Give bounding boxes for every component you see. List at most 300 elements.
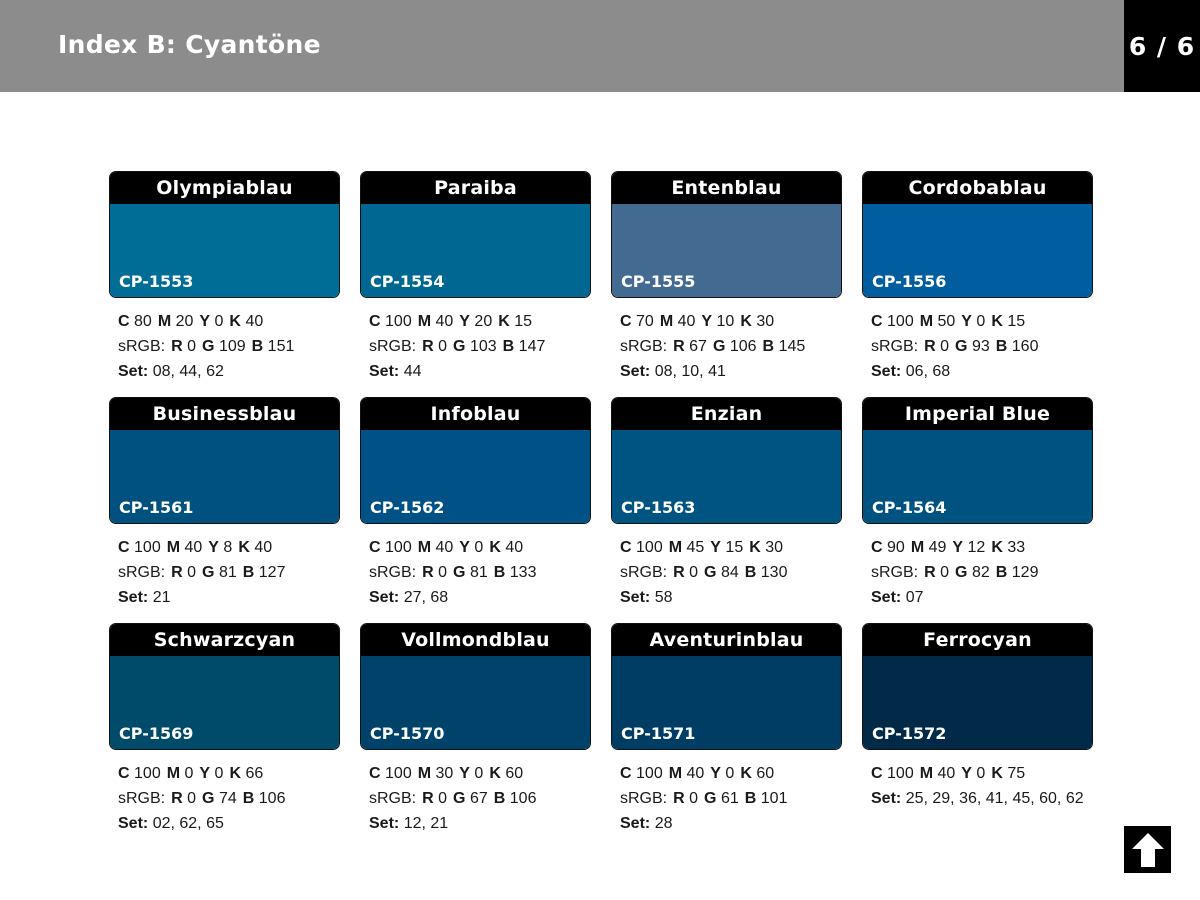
cmyk-key: M (919, 765, 934, 782)
swatch-box (862, 623, 1093, 750)
srgb-line (871, 560, 1093, 585)
srgb-value: 67 (689, 338, 707, 355)
cmyk-key: M (910, 539, 925, 556)
set-value: 21 (152, 589, 171, 606)
srgb-value: 109 (218, 338, 246, 355)
cmyk-value: 30 (756, 313, 775, 330)
swatch-name: Olympiablau (110, 172, 339, 204)
swatch-box (862, 397, 1093, 524)
swatch-info (360, 535, 591, 610)
cmyk-value: 0 (725, 765, 735, 782)
srgb-key: B (242, 790, 255, 807)
swatch-name: Infoblau (361, 398, 590, 430)
srgb-label: sRGB: (871, 338, 919, 355)
swatch-info (109, 535, 340, 610)
swatch-color (110, 204, 339, 297)
cmyk-value: 49 (928, 539, 947, 556)
srgb-key: G (202, 790, 215, 807)
swatch-color (863, 430, 1092, 523)
srgb-value: 0 (689, 790, 699, 807)
swatch-info (360, 761, 591, 836)
cmyk-line (871, 535, 1093, 560)
color-swatch-card (109, 171, 340, 384)
srgb-label: sRGB: (118, 338, 166, 355)
cmyk-value: 30 (435, 765, 454, 782)
cmyk-key: K (238, 539, 250, 556)
swatch-name: Schwarzcyan (110, 624, 339, 656)
set-line (118, 811, 340, 836)
swatch-code: CP-1564 (872, 498, 947, 517)
cmyk-value: 15 (725, 539, 744, 556)
swatch-color (110, 656, 339, 749)
cmyk-key: Y (459, 765, 470, 782)
cmyk-key: C (369, 765, 381, 782)
cmyk-key: M (157, 313, 172, 330)
srgb-key: R (171, 338, 183, 355)
swatch-info (611, 761, 842, 836)
srgb-value: 81 (469, 564, 488, 581)
srgb-key: G (955, 338, 968, 355)
cmyk-key: C (620, 313, 632, 330)
set-label: Set: (369, 363, 400, 380)
cmyk-value: 0 (184, 765, 194, 782)
srgb-value: 93 (971, 338, 990, 355)
swatch-box (109, 623, 340, 750)
color-swatch-card (862, 397, 1093, 610)
set-label: Set: (871, 790, 902, 807)
srgb-key: B (493, 790, 506, 807)
srgb-key: R (422, 564, 434, 581)
srgb-label: sRGB: (871, 564, 919, 581)
cmyk-key: M (668, 765, 683, 782)
swatch-info (862, 761, 1093, 811)
cmyk-key: Y (208, 539, 219, 556)
srgb-value: 0 (689, 564, 699, 581)
swatch-color (863, 656, 1092, 749)
srgb-label: sRGB: (369, 790, 417, 807)
cmyk-key: C (620, 765, 632, 782)
cmyk-value: 80 (134, 313, 152, 330)
swatch-code: CP-1563 (621, 498, 696, 517)
cmyk-line (620, 535, 842, 560)
srgb-value: 147 (518, 338, 546, 355)
cmyk-key: C (369, 539, 381, 556)
swatch-code: CP-1569 (119, 724, 194, 743)
set-line (118, 359, 340, 384)
set-line (871, 359, 1093, 384)
cmyk-value: 0 (474, 539, 484, 556)
cmyk-key: M (417, 313, 432, 330)
srgb-label: sRGB: (620, 564, 668, 581)
set-label: Set: (620, 815, 651, 832)
swatch-name: Vollmondblau (361, 624, 590, 656)
set-value: 27, 68 (403, 589, 449, 606)
cmyk-value: 40 (677, 313, 696, 330)
cmyk-value: 40 (505, 539, 524, 556)
cmyk-value: 100 (636, 765, 663, 782)
cmyk-key: C (871, 313, 883, 330)
srgb-value: 74 (218, 790, 237, 807)
swatch-color (612, 430, 841, 523)
swatch-info (109, 761, 340, 836)
srgb-key: R (924, 564, 936, 581)
cmyk-key: Y (199, 765, 211, 782)
set-value: 08, 10, 41 (654, 363, 726, 380)
srgb-line (620, 786, 842, 811)
swatch-code: CP-1554 (370, 272, 445, 291)
srgb-key: R (924, 338, 936, 355)
set-line (620, 811, 842, 836)
cmyk-line (118, 761, 340, 786)
cmyk-value: 66 (245, 765, 264, 782)
cmyk-key: M (166, 765, 181, 782)
color-swatch-card (360, 171, 591, 384)
cmyk-value: 40 (686, 765, 705, 782)
cmyk-key: C (871, 539, 883, 556)
swatch-name: Ferrocyan (863, 624, 1092, 656)
cmyk-line (369, 535, 591, 560)
swatch-color (110, 430, 339, 523)
srgb-key: G (453, 790, 466, 807)
srgb-key: G (202, 338, 215, 355)
srgb-line (118, 334, 340, 359)
cmyk-key: K (991, 765, 1003, 782)
cmyk-value: 100 (385, 539, 412, 556)
swatch-info (862, 309, 1093, 384)
cmyk-value: 15 (514, 313, 533, 330)
swatch-box (109, 397, 340, 524)
srgb-line (118, 786, 340, 811)
cmyk-key: K (749, 539, 761, 556)
cmyk-key: Y (459, 539, 470, 556)
swatch-name: Cordobablau (863, 172, 1092, 204)
swatch-code: CP-1553 (119, 272, 194, 291)
set-value: 44 (403, 363, 422, 380)
cmyk-key: Y (961, 313, 972, 330)
srgb-value: 84 (720, 564, 739, 581)
arrow-up-icon (1131, 832, 1165, 868)
srgb-key: B (995, 564, 1008, 581)
cmyk-value: 0 (214, 765, 224, 782)
cmyk-value: 40 (245, 313, 264, 330)
color-swatch-card (611, 397, 842, 610)
srgb-value: 129 (1011, 564, 1039, 581)
srgb-value: 0 (940, 564, 950, 581)
srgb-key: R (171, 790, 183, 807)
set-label: Set: (871, 363, 902, 380)
srgb-value: 0 (438, 338, 448, 355)
swatch-info (360, 309, 591, 384)
swatch-code: CP-1572 (872, 724, 947, 743)
srgb-key: B (242, 564, 255, 581)
set-label: Set: (118, 363, 149, 380)
cmyk-value: 40 (184, 539, 203, 556)
srgb-key: G (202, 564, 215, 581)
srgb-value: 0 (438, 564, 448, 581)
cmyk-key: M (417, 765, 432, 782)
cmyk-key: K (991, 539, 1003, 556)
cmyk-key: K (740, 765, 752, 782)
srgb-value: 106 (258, 790, 286, 807)
srgb-key: R (673, 790, 685, 807)
swatch-name: Entenblau (612, 172, 841, 204)
set-value: 06, 68 (905, 363, 951, 380)
cmyk-value: 100 (887, 765, 914, 782)
swatch-color (361, 430, 590, 523)
swatch-info (109, 309, 340, 384)
srgb-line (620, 560, 842, 585)
set-label: Set: (369, 815, 400, 832)
set-line (369, 811, 591, 836)
cmyk-line (369, 309, 591, 334)
cmyk-value: 75 (1007, 765, 1026, 782)
cmyk-value: 70 (636, 313, 654, 330)
srgb-key: R (171, 564, 183, 581)
cmyk-line (871, 761, 1093, 786)
cmyk-key: M (166, 539, 181, 556)
set-value: 28 (654, 815, 673, 832)
cmyk-key: Y (701, 313, 713, 330)
set-label: Set: (369, 589, 400, 606)
cmyk-key: C (118, 539, 130, 556)
set-line (369, 359, 591, 384)
set-line (369, 585, 591, 610)
swatch-name: Enzian (612, 398, 841, 430)
back-to-top-button[interactable] (1124, 826, 1171, 873)
cmyk-line (620, 761, 842, 786)
cmyk-line (369, 761, 591, 786)
swatch-color (361, 656, 590, 749)
cmyk-key: K (489, 539, 501, 556)
cmyk-key: K (489, 765, 501, 782)
cmyk-value: 100 (887, 313, 914, 330)
color-swatch-card (360, 623, 591, 836)
srgb-label: sRGB: (118, 790, 166, 807)
cmyk-value: 40 (254, 539, 273, 556)
swatch-box (109, 171, 340, 298)
cmyk-value: 100 (636, 539, 663, 556)
srgb-value: 67 (469, 790, 488, 807)
cmyk-key: Y (199, 313, 211, 330)
srgb-value: 101 (760, 790, 788, 807)
swatch-color (612, 656, 841, 749)
page-number: 6 / 6 (1124, 0, 1200, 92)
srgb-key: G (955, 564, 968, 581)
set-line (118, 585, 340, 610)
cmyk-value: 15 (1007, 313, 1026, 330)
cmyk-value: 45 (686, 539, 705, 556)
swatch-info (611, 309, 842, 384)
set-value: 08, 44, 62 (152, 363, 224, 380)
set-line (871, 786, 1093, 811)
cmyk-value: 8 (223, 539, 233, 556)
cmyk-key: M (659, 313, 674, 330)
cmyk-value: 90 (887, 539, 905, 556)
set-label: Set: (118, 589, 149, 606)
srgb-key: B (762, 338, 775, 355)
cmyk-value: 50 (937, 313, 956, 330)
srgb-line (871, 334, 1093, 359)
swatch-code: CP-1570 (370, 724, 445, 743)
swatch-box (611, 397, 842, 524)
cmyk-line (118, 535, 340, 560)
swatch-code: CP-1561 (119, 498, 194, 517)
cmyk-value: 30 (765, 539, 784, 556)
srgb-value: 61 (720, 790, 739, 807)
color-swatch-card (109, 397, 340, 610)
srgb-value: 0 (438, 790, 448, 807)
srgb-key: G (704, 564, 717, 581)
srgb-line (369, 334, 591, 359)
page-title: Index B: Cyantöne (58, 30, 321, 59)
cmyk-value: 100 (134, 539, 161, 556)
srgb-value: 82 (971, 564, 990, 581)
cmyk-key: C (118, 765, 130, 782)
srgb-value: 130 (760, 564, 788, 581)
srgb-value: 133 (509, 564, 537, 581)
cmyk-key: M (417, 539, 432, 556)
cmyk-value: 0 (214, 313, 224, 330)
srgb-value: 145 (778, 338, 806, 355)
srgb-key: R (673, 338, 685, 355)
srgb-line (620, 334, 842, 359)
set-value: 12, 21 (403, 815, 449, 832)
swatch-color (361, 204, 590, 297)
cmyk-value: 20 (474, 313, 493, 330)
srgb-value: 103 (469, 338, 497, 355)
srgb-key: R (422, 338, 434, 355)
cmyk-value: 100 (134, 765, 161, 782)
cmyk-value: 0 (976, 313, 986, 330)
cmyk-key: C (369, 313, 381, 330)
srgb-value: 0 (940, 338, 950, 355)
swatch-color (863, 204, 1092, 297)
swatch-name: Businessblau (110, 398, 339, 430)
set-line (620, 585, 842, 610)
set-value: 02, 62, 65 (152, 815, 224, 832)
srgb-key: B (744, 564, 757, 581)
swatch-color (612, 204, 841, 297)
srgb-line (369, 560, 591, 585)
set-label: Set: (620, 589, 651, 606)
cmyk-key: K (991, 313, 1003, 330)
cmyk-key: Y (710, 539, 721, 556)
srgb-value: 106 (509, 790, 537, 807)
cmyk-line (118, 309, 340, 334)
cmyk-value: 100 (385, 765, 412, 782)
swatch-info (611, 535, 842, 610)
cmyk-key: Y (961, 765, 972, 782)
cmyk-line (620, 309, 842, 334)
cmyk-value: 12 (967, 539, 986, 556)
srgb-key: B (493, 564, 506, 581)
swatch-name: Paraiba (361, 172, 590, 204)
cmyk-key: M (919, 313, 934, 330)
set-line (871, 585, 1093, 610)
srgb-line (118, 560, 340, 585)
swatch-box (611, 171, 842, 298)
srgb-line (369, 786, 591, 811)
swatch-box (360, 623, 591, 750)
cmyk-key: K (740, 313, 752, 330)
srgb-key: R (422, 790, 434, 807)
swatch-box (360, 397, 591, 524)
cmyk-value: 0 (474, 765, 484, 782)
srgb-value: 106 (729, 338, 757, 355)
cmyk-value: 40 (435, 313, 454, 330)
srgb-key: G (712, 338, 726, 355)
swatch-box (862, 171, 1093, 298)
set-value: 07 (905, 589, 924, 606)
cmyk-key: K (498, 313, 510, 330)
srgb-key: G (453, 338, 466, 355)
srgb-key: B (502, 338, 515, 355)
cmyk-value: 60 (505, 765, 524, 782)
set-line (620, 359, 842, 384)
srgb-value: 0 (187, 564, 197, 581)
swatch-code: CP-1555 (621, 272, 696, 291)
color-swatch-card (611, 171, 842, 384)
cmyk-value: 40 (937, 765, 956, 782)
swatch-code: CP-1556 (872, 272, 947, 291)
swatch-box (360, 171, 591, 298)
srgb-label: sRGB: (620, 790, 668, 807)
srgb-value: 81 (218, 564, 237, 581)
color-swatch-card (862, 171, 1093, 384)
srgb-value: 160 (1011, 338, 1039, 355)
swatch-code: CP-1571 (621, 724, 696, 743)
set-value: 58 (654, 589, 673, 606)
set-label: Set: (118, 815, 149, 832)
set-label: Set: (871, 589, 902, 606)
srgb-key: G (453, 564, 466, 581)
srgb-label: sRGB: (369, 564, 417, 581)
swatch-box (611, 623, 842, 750)
color-swatch-card (109, 623, 340, 836)
srgb-label: sRGB: (118, 564, 166, 581)
cmyk-key: C (620, 539, 632, 556)
swatch-code: CP-1562 (370, 498, 445, 517)
cmyk-key: C (118, 313, 130, 330)
srgb-value: 0 (187, 338, 197, 355)
srgb-key: R (673, 564, 685, 581)
srgb-key: B (995, 338, 1008, 355)
swatch-name: Imperial Blue (863, 398, 1092, 430)
srgb-value: 0 (187, 790, 197, 807)
cmyk-value: 0 (976, 765, 986, 782)
cmyk-key: K (229, 313, 241, 330)
srgb-key: G (704, 790, 717, 807)
cmyk-key: Y (952, 539, 964, 556)
srgb-label: sRGB: (620, 338, 668, 355)
cmyk-value: 10 (716, 313, 735, 330)
color-swatch-card (862, 623, 1093, 811)
cmyk-value: 33 (1007, 539, 1026, 556)
cmyk-value: 40 (435, 539, 454, 556)
cmyk-key: K (229, 765, 241, 782)
srgb-value: 127 (258, 564, 286, 581)
cmyk-value: 60 (756, 765, 775, 782)
color-swatch-card (360, 397, 591, 610)
cmyk-key: M (668, 539, 683, 556)
cmyk-key: Y (710, 765, 721, 782)
srgb-label: sRGB: (369, 338, 417, 355)
swatch-name: Aventurinblau (612, 624, 841, 656)
cmyk-key: Y (459, 313, 470, 330)
set-value: 25, 29, 36, 41, 45, 60, 62 (905, 790, 1084, 807)
srgb-key: B (251, 338, 264, 355)
cmyk-line (871, 309, 1093, 334)
